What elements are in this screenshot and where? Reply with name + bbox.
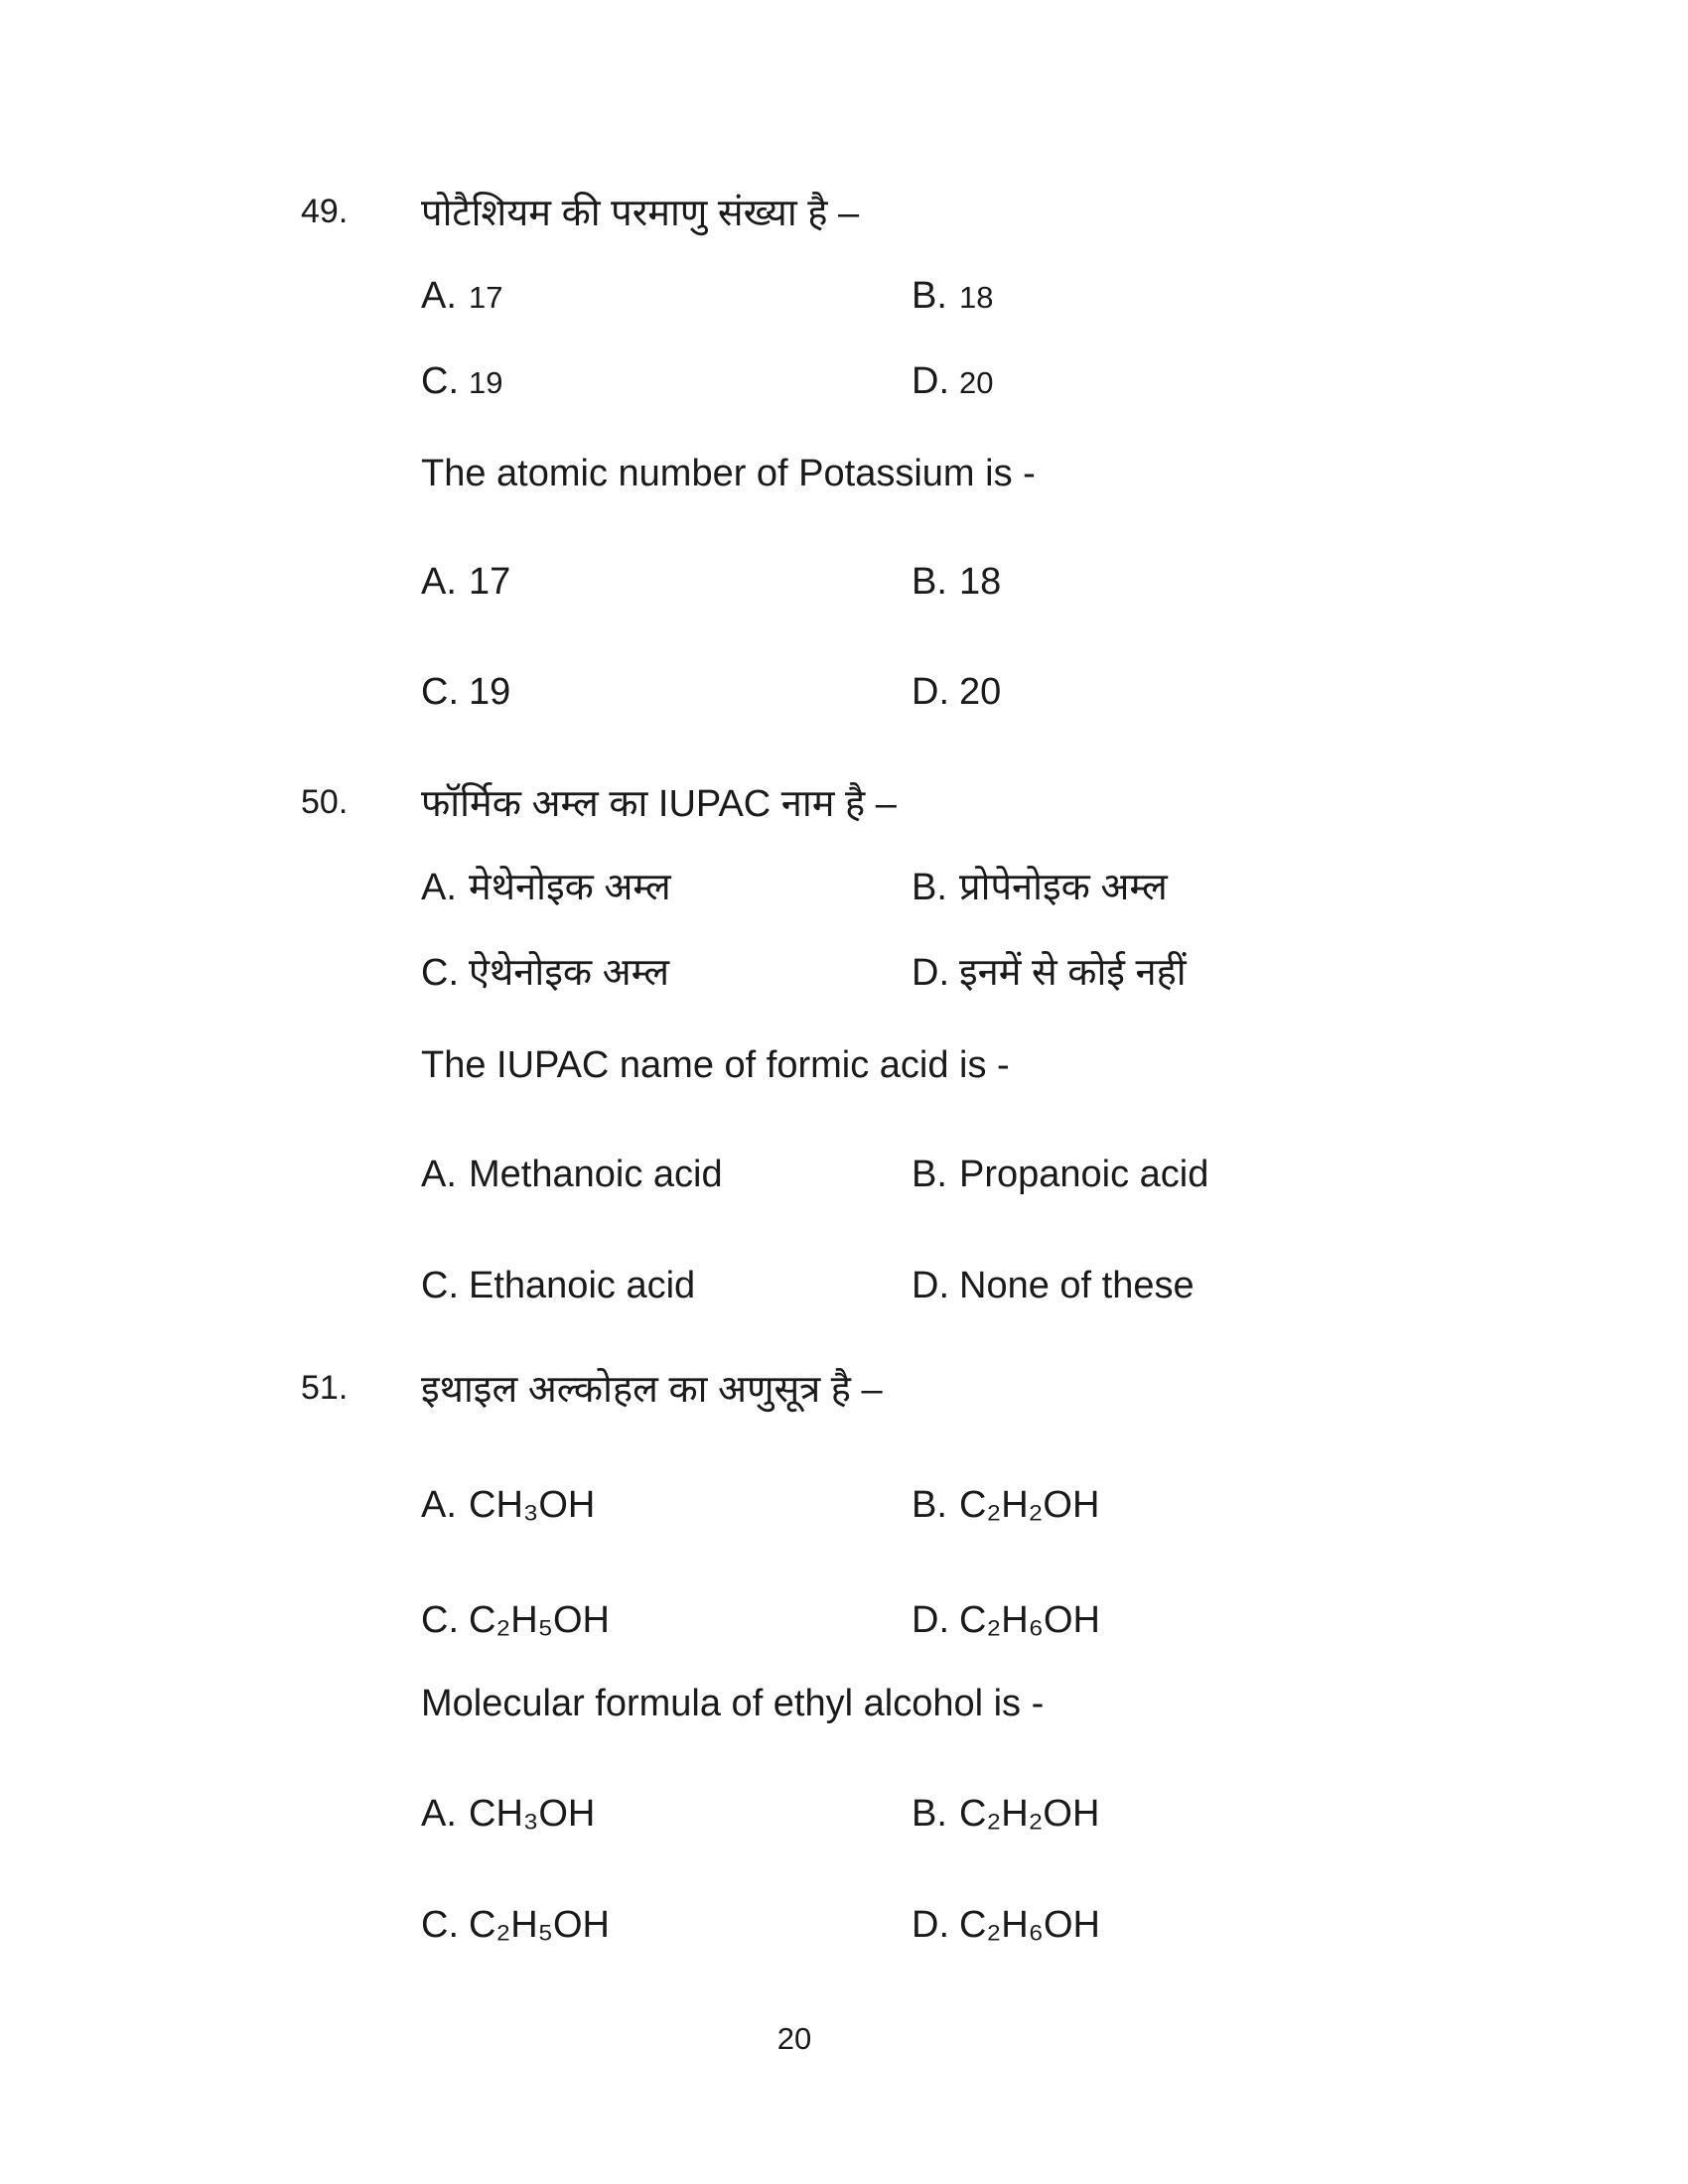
option-c-hindi xyxy=(421,951,669,997)
option-b-hindi xyxy=(912,274,993,320)
option-label: B. xyxy=(912,1154,947,1195)
option-b-english xyxy=(912,1792,1099,1838)
option-label: A. xyxy=(421,275,457,317)
option-a-hindi xyxy=(421,866,671,911)
option-label: A. xyxy=(421,1154,457,1195)
option-text: 19 xyxy=(469,671,511,713)
option-text: मेथेनोइक अम्ल xyxy=(469,867,671,908)
option-c-english xyxy=(421,1903,610,1949)
option-label: C. xyxy=(421,1599,459,1641)
option-label: C. xyxy=(421,1904,459,1946)
question-number: 50. xyxy=(301,783,349,821)
option-label: D. xyxy=(912,671,949,713)
option-label: D. xyxy=(912,1599,949,1641)
option-text: C₂H₆OH xyxy=(959,1599,1100,1641)
question-number: 51. xyxy=(301,1369,349,1407)
option-c-english xyxy=(421,1264,695,1309)
option-text: C₂H₆OH xyxy=(959,1904,1100,1946)
option-d-english xyxy=(912,1264,1195,1309)
option-d-english xyxy=(912,670,1001,716)
option-label: B. xyxy=(912,275,947,317)
option-label: B. xyxy=(912,1484,947,1526)
question-text-english: The IUPAC name of formic acid is - xyxy=(421,1044,1010,1086)
option-a-english xyxy=(421,1792,595,1838)
option-text: 18 xyxy=(959,561,1002,603)
option-label: A. xyxy=(421,1484,457,1526)
option-text: ऐथेनोइक अम्ल xyxy=(469,952,669,994)
question-text-hindi: फॉर्मिक अम्ल का IUPAC नाम है – xyxy=(421,783,897,825)
option-label: D. xyxy=(912,1265,949,1306)
option-text: C₂H₂OH xyxy=(959,1793,1100,1835)
option-b-english xyxy=(912,560,1001,606)
option-label: C. xyxy=(421,952,459,994)
question-text-hindi: इथाइल अल्कोहल का अणुसूत्र है – xyxy=(421,1369,883,1411)
question-number: 49. xyxy=(301,193,349,230)
question-text-hindi: पोटैशियम की परमाणु संख्या है – xyxy=(421,193,860,234)
option-c-hindi xyxy=(421,359,502,405)
option-text: CH₃OH xyxy=(469,1484,596,1526)
option-b-english xyxy=(912,1153,1208,1198)
option-text: 20 xyxy=(959,671,1002,713)
option-label: A. xyxy=(421,867,457,908)
option-label: C. xyxy=(421,671,459,713)
option-a-hindi xyxy=(421,1483,595,1529)
page-number: 20 xyxy=(776,2021,812,2056)
option-b-hindi xyxy=(912,1483,1099,1529)
option-label: A. xyxy=(421,561,457,603)
option-text: प्रोपेनोइक अम्ल xyxy=(959,867,1168,908)
option-text: इनमें से कोई नहीं xyxy=(959,952,1187,994)
option-label: B. xyxy=(912,867,947,908)
option-label: B. xyxy=(912,1793,947,1835)
option-text: C₂H₅OH xyxy=(469,1904,610,1946)
option-text: CH₃OH xyxy=(469,1793,596,1835)
option-text: 17 xyxy=(469,561,511,603)
option-text: 19 xyxy=(469,365,503,400)
question-text-english: Molecular formula of ethyl alcohol is - xyxy=(421,1683,1045,1724)
option-d-english xyxy=(912,1903,1100,1949)
option-label: A. xyxy=(421,1793,457,1835)
option-text: Propanoic acid xyxy=(959,1154,1209,1195)
option-text: C₂H₂OH xyxy=(959,1484,1100,1526)
option-text: C₂H₅OH xyxy=(469,1599,610,1641)
option-d-hindi xyxy=(912,1598,1100,1644)
option-c-hindi xyxy=(421,1598,610,1644)
option-text: 20 xyxy=(959,365,994,400)
option-d-hindi xyxy=(912,951,1187,997)
option-d-hindi xyxy=(912,359,993,405)
option-text: 17 xyxy=(469,280,503,315)
question-text-english: The atomic number of Potassium is - xyxy=(421,453,1036,494)
option-label: C. xyxy=(421,1265,459,1306)
option-label: D. xyxy=(912,1904,949,1946)
option-b-hindi xyxy=(912,866,1168,911)
option-text: Ethanoic acid xyxy=(469,1265,696,1306)
option-text: None of these xyxy=(959,1265,1195,1306)
option-label: D. xyxy=(912,360,949,402)
option-c-english xyxy=(421,670,510,716)
option-label: B. xyxy=(912,561,947,603)
option-label: D. xyxy=(912,952,949,994)
option-text: Methanoic acid xyxy=(469,1154,723,1195)
option-a-english xyxy=(421,1153,723,1198)
option-label: C. xyxy=(421,360,459,402)
option-a-hindi xyxy=(421,274,502,320)
option-text: 18 xyxy=(959,280,994,315)
option-a-english xyxy=(421,560,510,606)
